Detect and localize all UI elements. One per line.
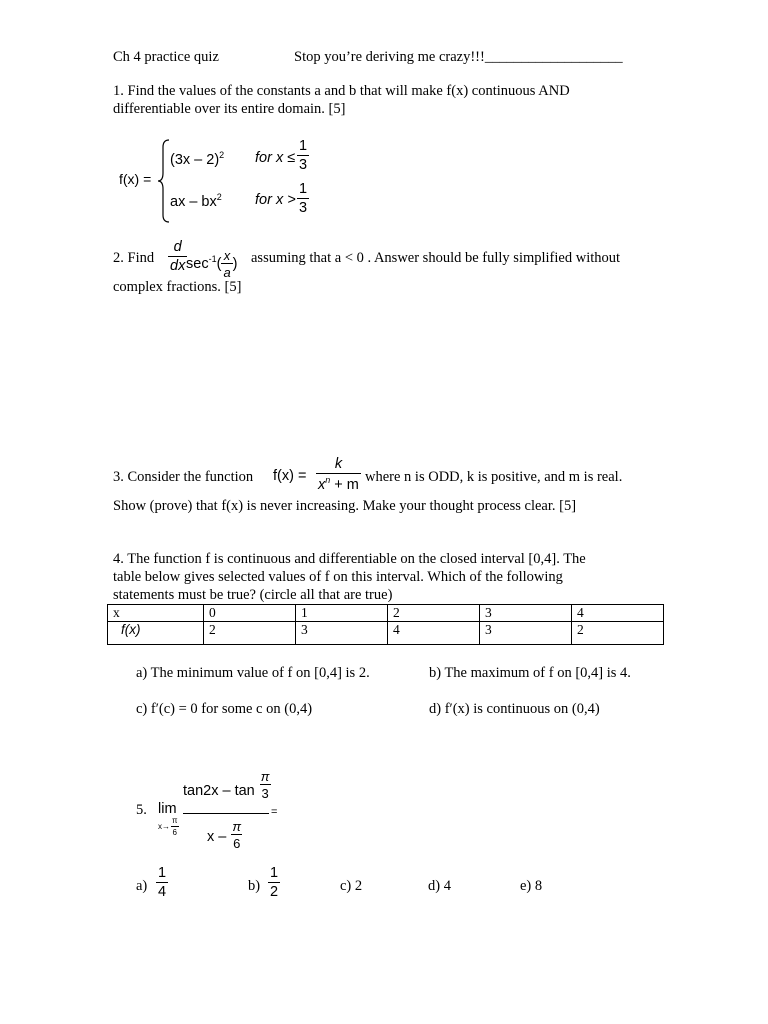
table-cell: 2 [572,622,664,645]
table-cell: 3 [480,605,572,622]
q3-conditions: where n is ODD, k is positive, and m is real. [365,469,623,485]
q5-denominator: x – $\frac{\pi}{6}$ [207,819,242,851]
q2-derivative-operator: $\frac{d}{dx}$ [170,239,186,274]
q1-left-brace [157,139,171,223]
table-cell: 2 [388,605,480,622]
q1-case1-expr: (3x – 2)$^2$ [170,150,225,168]
quiz-subtitle: Stop you’re deriving me crazy!!!___________________ [294,49,623,65]
q5-choice-a-label[interactable]: a) [136,878,148,894]
q1-case1-condition: for x ≤ [255,150,296,166]
q5-choice-b-label[interactable]: b) [248,878,261,894]
q2-find: 2. Find [113,250,155,266]
q4-line2: table below gives selected values of f on this interval. Which of the following [113,569,563,585]
q5-choice-e[interactable]: e) 8 [520,878,543,894]
table-cell: 1 [296,605,388,622]
q5-choice-b-fraction[interactable]: $\frac{1}{2}$ [270,865,279,900]
table-cell: f(x) [108,622,204,645]
table-cell: 0 [204,605,296,622]
q3-intro: 3. Consider the function [113,469,254,485]
q1-case2-condition: for x > [255,192,296,208]
q4-values-table [107,604,664,645]
table-cell: 4 [388,622,480,645]
q4-choice-b[interactable]: b) The maximum of f on [0,4] is 4. [429,665,631,681]
q2-arcsec: $\sec^{-1}$( $\frac{x}{a}$ ) [186,248,238,280]
q3-line2: Show (prove) that f(x) is never increasing. Make your thought process clear. [5] [113,498,577,514]
q5-fraction-bar [183,813,269,814]
table-cell: x [108,605,204,622]
q1-function-lhs: f(x) = [119,171,152,187]
q5-lim: lim [158,801,177,817]
q5-choice-a-fraction[interactable]: $\frac{1}{4}$ [158,865,167,900]
table-cell: 3 [480,622,572,645]
q3-fraction: $\frac{k}{x^n + m}$ [318,456,359,493]
q5-lim-subscript: x→ $\frac{\pi}{6}$ [158,816,178,837]
q1-case2-expr: ax – $bx^2$ [170,192,222,210]
q1-case2-fraction: $\frac{1}{3}$ [299,181,308,216]
q2-assumption: assuming that a < 0 . Answer should be fully simplified without [251,250,621,266]
q3-function-lhs: f(x) = [273,468,307,484]
table-cell: 3 [296,622,388,645]
q1-line1: 1. Find the values of the constants a and b that will make f(x) continuous AND [113,83,570,99]
q5-choice-c[interactable]: c) 2 [340,878,363,894]
table-row [108,605,664,622]
q2-line2: complex fractions. [5] [113,279,242,295]
table-cell: 4 [572,605,664,622]
q4-choice-c[interactable]: c) f′(c) = 0 for some c on (0,4) [136,701,313,717]
q4-choice-a[interactable]: a) The minimum value of f on [0,4] is 2. [136,665,370,681]
q4-line3: statements must be true? (circle all that are true) [113,587,393,603]
q5-numerator: tan2x – tan $\frac{\pi}{3}$ [183,769,270,801]
quiz-title: Ch 4 practice quiz [113,49,219,65]
q4-line1: 4. The function f is continuous and differentiable on the closed interval [0,4]. The [113,551,586,567]
q5-label: 5. [136,802,147,818]
q5-equals: = [271,806,278,818]
q1-case1-fraction: $\frac{1}{3}$ [299,138,308,173]
table-row [108,622,664,645]
table-cell: 2 [204,622,296,645]
q1-line2: differentiable over its entire domain. [5] [113,101,346,117]
q5-choice-d[interactable]: d) 4 [428,878,451,894]
q4-choice-d[interactable]: d) f′(x) is continuous on (0,4) [429,701,600,717]
